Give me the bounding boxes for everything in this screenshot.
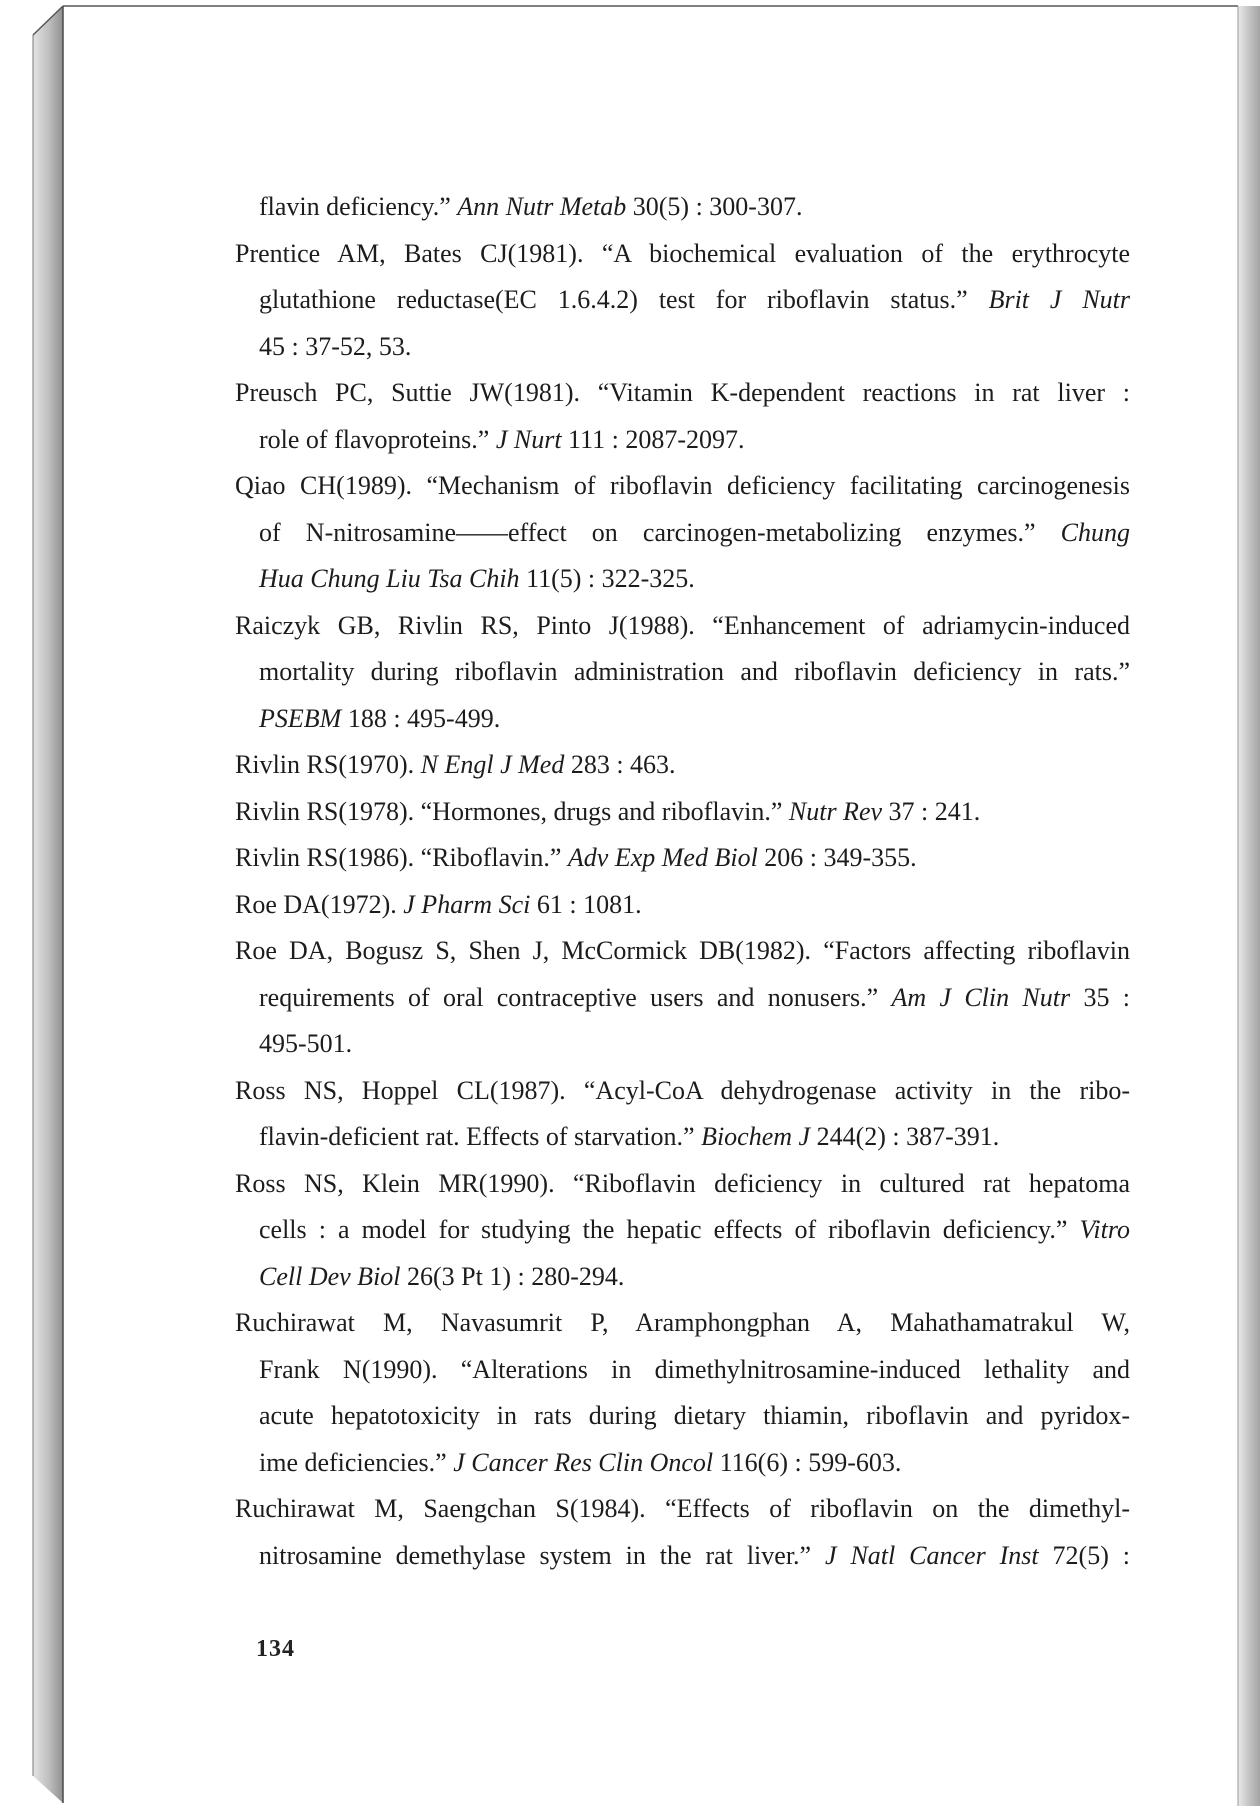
reference-text: ime deficiencies.” bbox=[259, 1447, 454, 1477]
reference-entry bbox=[235, 835, 1130, 882]
reference-line bbox=[235, 603, 1130, 650]
reference-entry bbox=[235, 603, 1130, 743]
reference-text: Rivlin RS(1970). bbox=[235, 750, 421, 779]
reference-entry bbox=[235, 463, 1130, 603]
journal-title: J Pharm Sci bbox=[403, 889, 531, 919]
reference-entry bbox=[235, 1300, 1130, 1486]
reference-text: Ruchirawat M, Saengchan S(1984). “Effects of riboflavin on the dimethyl- bbox=[235, 1494, 1130, 1523]
reference-line bbox=[235, 1393, 1130, 1440]
journal-title: Chung bbox=[1060, 517, 1130, 547]
reference-text: 35 : bbox=[1070, 982, 1130, 1012]
reference-text: Roe DA, Bogusz S, Shen J, McCormick DB(1982). “Factors affecting riboflavin bbox=[235, 936, 1130, 965]
reference-text: role of flavoproteins.” bbox=[259, 424, 496, 454]
reference-text: Frank N(1990). “Alterations in dimethylnitrosamine-induced lethality and bbox=[259, 1354, 1130, 1384]
reference-entry bbox=[235, 1486, 1130, 1579]
reference-text: 37 : 241. bbox=[882, 796, 981, 826]
reference-line bbox=[235, 1068, 1130, 1115]
reference-line bbox=[235, 1207, 1130, 1254]
reference-text: 72(5) : bbox=[1038, 1540, 1130, 1570]
reference-text: 244(2) : 387-391. bbox=[810, 1122, 1000, 1151]
reference-line bbox=[235, 1161, 1130, 1208]
reference-line bbox=[235, 1254, 1130, 1301]
reference-line bbox=[235, 882, 1130, 929]
reference-entry bbox=[235, 1161, 1130, 1301]
reference-text: acute hepatotoxicity in rats during dietary thiamin, riboflavin and pyridox- bbox=[259, 1401, 1130, 1430]
reference-text: nitrosamine demethylase system in the rat liver.” bbox=[259, 1540, 825, 1570]
reference-line bbox=[235, 510, 1130, 557]
reference-line bbox=[235, 1440, 1130, 1487]
reference-text: 116(6) : 599-603. bbox=[713, 1447, 902, 1477]
journal-title: Cell Dev Biol bbox=[259, 1261, 401, 1291]
journal-title: N Engl J Med bbox=[420, 750, 565, 779]
reference-text: glutathione reductase(EC 1.6.4.2) test for riboflavin status.” bbox=[259, 285, 989, 314]
journal-title: Biochem J bbox=[701, 1122, 811, 1151]
reference-line bbox=[235, 1347, 1130, 1394]
reference-line bbox=[235, 1300, 1130, 1347]
reference-text: Ruchirawat M, Navasumrit P, Aramphongphan A, Mahathamatrakul W, bbox=[235, 1308, 1130, 1337]
reference-line bbox=[235, 417, 1130, 464]
reference-text: flavin deficiency.” bbox=[259, 192, 458, 221]
reference-line bbox=[235, 696, 1130, 743]
reference-text: 61 : 1081. bbox=[530, 889, 642, 919]
reference-text: cells : a model for studying the hepatic effects of riboflavin deficiency.” bbox=[259, 1215, 1080, 1244]
reference-text: 283 : 463. bbox=[564, 750, 676, 779]
journal-title: Hua Chung Liu Tsa Chih bbox=[259, 564, 520, 593]
reference-entry bbox=[235, 789, 1130, 836]
journal-title: Brit J Nutr bbox=[988, 285, 1130, 314]
reference-entry bbox=[235, 370, 1130, 463]
reference-line bbox=[235, 1114, 1130, 1161]
reference-line bbox=[235, 324, 1130, 371]
reference-text: mortality during riboflavin administration and riboflavin deficiency in rats.” bbox=[259, 657, 1130, 686]
reference-line bbox=[235, 277, 1130, 324]
page-number: 134 bbox=[256, 1636, 295, 1662]
reference-entry bbox=[235, 1068, 1130, 1161]
reference-text: 45 : 37-52, 53. bbox=[259, 331, 412, 361]
reference-entry bbox=[235, 882, 1130, 929]
reference-text: 495-501. bbox=[259, 1029, 353, 1058]
reference-line bbox=[235, 370, 1130, 417]
reference-line bbox=[235, 835, 1130, 882]
reference-line bbox=[235, 1021, 1130, 1068]
reference-entry bbox=[235, 184, 1130, 231]
reference-line bbox=[235, 184, 1130, 231]
reference-line bbox=[235, 556, 1130, 603]
reference-text: 30(5) : 300-307. bbox=[626, 192, 803, 221]
journal-title: J Cancer Res Clin Oncol bbox=[453, 1447, 714, 1477]
reference-text: Prentice AM, Bates CJ(1981). “A biochemical evaluation of the erythrocyte bbox=[235, 238, 1130, 268]
journal-title: Nutr Rev bbox=[788, 796, 883, 826]
journal-title: J Nurt bbox=[495, 424, 562, 454]
reference-text: 111 : 2087-2097. bbox=[561, 424, 745, 454]
reference-line bbox=[235, 649, 1130, 696]
journal-title: J Natl Cancer Inst bbox=[825, 1540, 1039, 1570]
reference-line bbox=[235, 231, 1130, 278]
reference-line bbox=[235, 928, 1130, 975]
page-right-shadow bbox=[1238, 6, 1260, 1806]
reference-text: requirements of oral contraceptive users and nonusers.” bbox=[259, 982, 892, 1012]
reference-text: 188 : 495-499. bbox=[341, 703, 501, 733]
reference-line bbox=[235, 789, 1130, 836]
reference-line bbox=[235, 463, 1130, 510]
book-spine bbox=[33, 6, 63, 1803]
reference-line bbox=[235, 742, 1130, 789]
reference-text: Preusch PC, Suttie JW(1981). “Vitamin K-dependent reactions in rat liver : bbox=[235, 378, 1130, 407]
reference-text: Rivlin RS(1978). “Hormones, drugs and riboflavin.” bbox=[235, 796, 789, 826]
reference-entry bbox=[235, 231, 1130, 371]
reference-text: Rivlin RS(1986). “Riboflavin.” bbox=[235, 843, 568, 872]
reference-text: Qiao CH(1989). “Mechanism of riboflavin deficiency facilitating carcinogenesis bbox=[235, 471, 1130, 500]
journal-title: Ann Nutr Metab bbox=[457, 192, 627, 221]
reference-text: flavin-deficient rat. Effects of starvation.” bbox=[259, 1122, 702, 1151]
reference-text: Raiczyk GB, Rivlin RS, Pinto J(1988). “Enhancement of adriamycin-induced bbox=[235, 610, 1130, 640]
reference-text: Ross NS, Klein MR(1990). “Riboflavin deficiency in cultured rat hepatoma bbox=[235, 1168, 1130, 1198]
journal-title: Am J Clin Nutr bbox=[891, 982, 1071, 1012]
reference-entry bbox=[235, 742, 1130, 789]
reference-text: Roe DA(1972). bbox=[235, 889, 404, 919]
reference-line bbox=[235, 975, 1130, 1022]
reference-text: 26(3 Pt 1) : 280-294. bbox=[400, 1261, 625, 1291]
reference-text: 206 : 349-355. bbox=[757, 843, 917, 872]
reference-line bbox=[235, 1486, 1130, 1533]
reference-text: of N-nitrosamine——effect on carcinogen-metabolizing enzymes.” bbox=[259, 517, 1061, 547]
reference-line bbox=[235, 1533, 1130, 1580]
journal-title: PSEBM bbox=[259, 703, 342, 733]
reference-text: Ross NS, Hoppel CL(1987). “Acyl-CoA dehydrogenase activity in the ribo- bbox=[235, 1075, 1130, 1105]
reference-text: 11(5) : 322-325. bbox=[519, 564, 695, 593]
reference-list bbox=[235, 184, 1130, 1579]
journal-title: Vitro bbox=[1079, 1215, 1130, 1244]
journal-title: Adv Exp Med Biol bbox=[567, 843, 758, 872]
reference-entry bbox=[235, 928, 1130, 1068]
